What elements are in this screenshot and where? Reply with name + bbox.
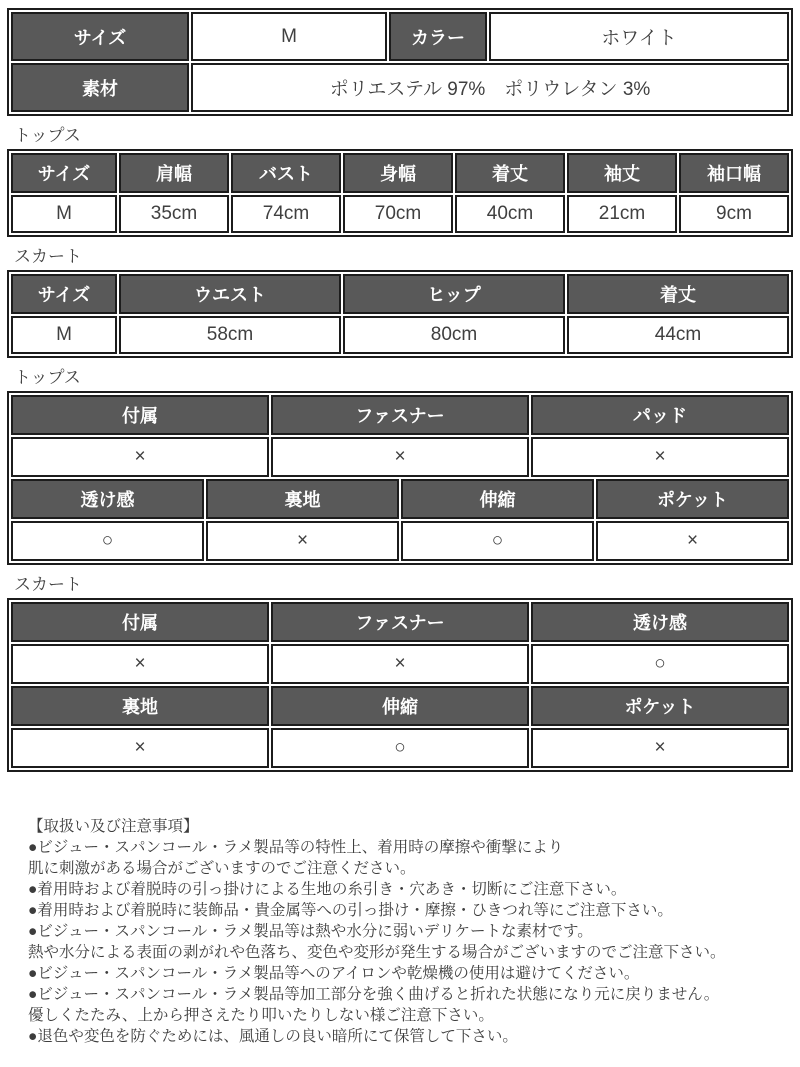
feature-header: 伸縮: [401, 479, 594, 519]
feature-header: 付属: [11, 395, 269, 435]
size-header-cell: サイズ: [11, 12, 189, 61]
measurement-value: 80cm: [343, 316, 565, 354]
measurement-value: 35cm: [119, 195, 229, 233]
care-notes: [28, 816, 793, 1047]
note-line: ●ビジュー・スパンコール・ラメ製品等へのアイロンや乾燥機の使用は避けてください。: [28, 965, 640, 982]
note-line: ●ビジュー・スパンコール・ラメ製品等の特性上、着用時の摩擦や衝撃により: [28, 839, 564, 856]
column-header: 着丈: [455, 153, 565, 193]
skirt-measurements-table: [7, 270, 793, 358]
feature-value: ○: [401, 521, 594, 561]
feature-value: ×: [11, 437, 269, 477]
color-header-cell: カラー: [389, 12, 487, 61]
note-line: 肌に刺激がある場合がございますのでご注意ください。: [28, 860, 416, 877]
feature-value: ×: [271, 437, 529, 477]
feature-header: ファスナー: [271, 395, 529, 435]
column-header: ウエスト: [119, 274, 341, 314]
column-header: サイズ: [11, 153, 117, 193]
note-line: 熱や水分による表面の剥がれや色落ち、変色や変形が発生する場合がございますのでご注意下さい。: [28, 944, 726, 961]
measurement-value: 44cm: [567, 316, 789, 354]
tops-features-table: [7, 391, 793, 565]
skirt-features-label: スカート: [14, 575, 82, 594]
feature-value: ×: [206, 521, 399, 561]
note-line: ●退色や変色を防ぐためには、風通しの良い暗所にて保管して下さい。: [28, 1028, 518, 1045]
column-header: ヒップ: [343, 274, 565, 314]
skirt-measurements-label: スカート: [14, 247, 82, 266]
feature-value: ○: [531, 644, 789, 684]
feature-header: ファスナー: [271, 602, 529, 642]
feature-value: ○: [271, 728, 529, 768]
note-line: ●着用時および着脱時の引っ掛けによる生地の糸引き・穴あき・切断にご注意下さい。: [28, 881, 627, 898]
feature-header: 伸縮: [271, 686, 529, 726]
material-header-cell: 素材: [11, 63, 189, 112]
column-header: バスト: [231, 153, 341, 193]
tops-features-label: トップス: [14, 368, 81, 387]
note-line: ●着用時および着脱時に装飾品・貴金属等への引っ掛け・摩擦・ひきつれ等にご注意下さい。: [28, 902, 673, 919]
measurement-value: 70cm: [343, 195, 453, 233]
column-header: 身幅: [343, 153, 453, 193]
column-header: 着丈: [567, 274, 789, 314]
feature-value: ×: [271, 644, 529, 684]
feature-header: 裏地: [206, 479, 399, 519]
feature-header: 付属: [11, 602, 269, 642]
size-value-cell: M: [191, 12, 387, 61]
measurement-value: M: [11, 195, 117, 233]
feature-header: パッド: [531, 395, 789, 435]
measurement-value: 21cm: [567, 195, 677, 233]
feature-header: ポケット: [596, 479, 789, 519]
feature-value: ×: [11, 644, 269, 684]
measurement-value: 40cm: [455, 195, 565, 233]
column-header: 袖丈: [567, 153, 677, 193]
feature-header: 透け感: [11, 479, 204, 519]
tops-measurements-table: [7, 149, 793, 237]
color-value-cell: ホワイト: [489, 12, 789, 61]
feature-header: 透け感: [531, 602, 789, 642]
feature-value: ×: [11, 728, 269, 768]
column-header: サイズ: [11, 274, 117, 314]
column-header: 袖口幅: [679, 153, 789, 193]
care-notes-title: 【取扱い及び注意事項】: [28, 818, 199, 835]
note-line: ●ビジュー・スパンコール・ラメ製品等加工部分を強く曲げると折れた状態になり元に戻りません。: [28, 986, 720, 1003]
material-value-cell: ポリエステル 97% ポリウレタン 3%: [191, 63, 789, 112]
note-line: ●ビジュー・スパンコール・ラメ製品等は熱や水分に弱いデリケートな素材です。: [28, 923, 593, 940]
measurement-value: 74cm: [231, 195, 341, 233]
feature-value: ○: [11, 521, 204, 561]
feature-value: ×: [531, 728, 789, 768]
measurement-value: M: [11, 316, 117, 354]
feature-header: ポケット: [531, 686, 789, 726]
measurement-value: 9cm: [679, 195, 789, 233]
feature-value: ×: [531, 437, 789, 477]
feature-value: ×: [596, 521, 789, 561]
note-line: 優しくたたみ、上から押さえたり叩いたりしない様ご注意下さい。: [28, 1007, 494, 1024]
tops-measurements-label: トップス: [14, 126, 81, 145]
column-header: 肩幅: [119, 153, 229, 193]
measurement-value: 58cm: [119, 316, 341, 354]
size-color-material-table: [7, 8, 793, 116]
feature-header: 裏地: [11, 686, 269, 726]
skirt-features-table: [7, 598, 793, 772]
